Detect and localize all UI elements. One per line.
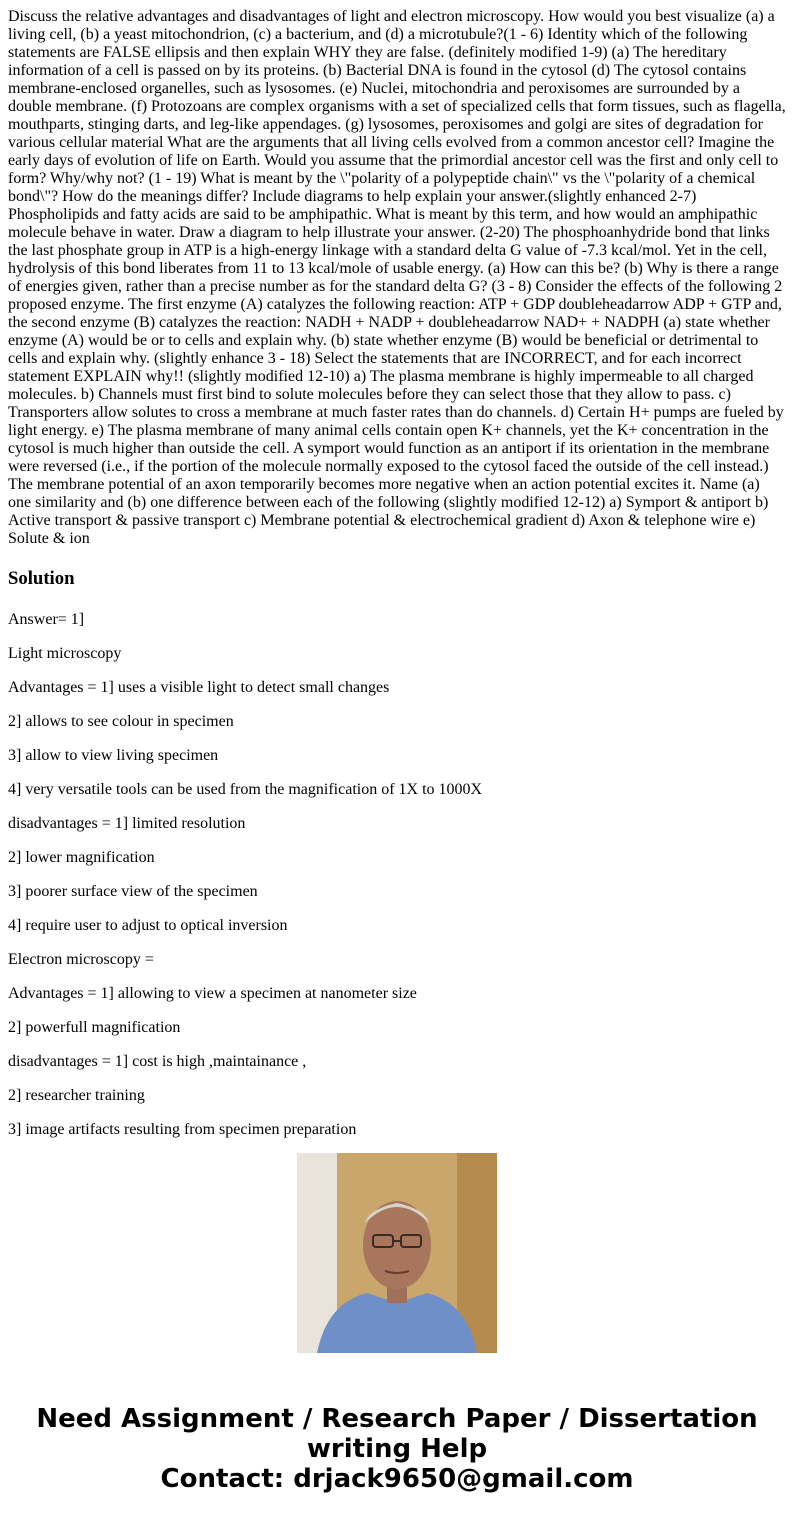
answer-line: 3] poorer surface view of the specimen [8, 883, 258, 900]
solution-heading: Solution [8, 568, 75, 589]
answer-line: 3] allow to view living specimen [8, 747, 219, 764]
answer-line: 2] lower magnification [8, 849, 155, 866]
answer-line: Advantages = 1] uses a visible light to detect small changes [8, 679, 390, 696]
promo-banner [0, 1404, 794, 1494]
answer-line: 2] researcher training [8, 1087, 145, 1104]
promo-line: Need Assignment / Research Paper / Dissertation [36, 1404, 758, 1434]
answer-line: 2] powerfull magnification [8, 1019, 181, 1036]
document-content [8, 0, 786, 1138]
answer-line: 4] very versatile tools can be used from the magnification of 1X to 1000X [8, 781, 483, 798]
answer-line: Electron microscopy = [8, 951, 154, 968]
author-portrait-image [297, 1153, 497, 1353]
answer-line: Light microscopy [8, 645, 122, 662]
answer-line: 2] allows to see colour in specimen [8, 713, 234, 730]
answer-line: Answer= 1] [8, 611, 85, 628]
author-avatar [297, 1153, 497, 1353]
answer-line: disadvantages = 1] limited resolution [8, 815, 246, 832]
question-text: Discuss the relative advantages and disadvantages of light and electron microscopy. How would you best visualize (a) a living cell, (b) a yeast mitochondrion, (c) a bacterium, and (d) a microtubule?(1 - 6) Identity which of the following statements are FALSE ellipsis and then explain WHY they are false. (definitely modified 1-9) (a) The hereditary information of a cell is passed on by its proteins. (b) Bacterial DNA is found in the cytosol (d) The cytosol contains membrane-enclosed organelles, such as lysosomes. (e) Nuclei, mitochondria and peroxisomes are surrounded by a double membrane. (f) Protozoans are complex organisms with a set of specialized cells that form tissues, such as flagella, mouthparts, stinging darts, and leg-like appendages. (g) lysosomes, peroxisomes and golgi are sites of degradation for various cellular material What are the arguments that all living cells evolved from a common ancestor cell? Imagine the early days of evolution of life on Earth. Would you assume that the primordial ancestor cell was the first and only cell to form? Why/why not? (1 - 19) What is meant by the \"polarity of a polypeptide chain\" vs the \"polarity of a chemical bond\"? How do the meanings differ? Include diagrams to help explain your answer.(slightly enhanced 2-7) Phospholipids and fatty acids are said to be amphipathic. What is meant by this term, and how would an amphipathic molecule behave in water. Draw a diagram to help illustrate your answer. (2-20) The phosphoanhydride bond that links the last phosphate group in ATP is a high-energy linkage with a standard delta G value of -7.3 kcal/mol. Yet in the cell, hydrolysis of this bond liberates from 11 to 13 kcal/mole of usable energy. (a) How can this be? (b) Why is there a range of energies given, rather than a precise number as for the standard delta G? (3 - 8) Consider the effects of the following 2 proposed enzyme. The first enzyme (A) catalyzes the following reaction: ATP + GDP doubleheadarrow ADP + GTP and, the second enzyme (B) catalyzes the reaction: NADH + NADP + doubleheadarrow NAD+ + NADPH (a) state whether enzyme (A) would be or to cells and explain why. (b) state whether enzyme (B) would be beneficial or detrimental to cells and explain why. (slightly enhance 3 - 18) Select the statements that are INCORRECT, and for each incorrect statement EXPLAIN why!! (slightly modified 12-10) a) The plasma membrane is highly impermeable to all charged molecules. b) Channels must first bind to solute molecules before they can select those that they allow to pass. c) Transporters allow solutes to cross a membrane at much faster rates than do channels. d) Certain H+ pumps are fueled by light energy. e) The plasma membrane of many animal cells contain open K+ channels, yet the K+ concentration in the cytosol is much higher than outside the cell. A symport would function as an antiport if its orientation in the membrane were reversed (i.e., if the portion of the molecule normally exposed to the cytosol faced the outside of the cell instead.) The membrane potential of an axon temporarily becomes more negative when an action potential excites it. Name (a) one similarity and (b) one difference between each of the following (slightly modified 12-12) a) Symport & antiport b) Active transport & passive transport c) Membrane potential & electrochemical gradient d) Axon & telephone wire e) Solute & ion [8, 8, 786, 547]
promo-contact: Contact: drjack9650@gmail.com [160, 1464, 634, 1494]
answer-line: disadvantages = 1] cost is high ,maintainance , [8, 1053, 307, 1070]
answer-line: 4] require user to adjust to optical inversion [8, 917, 288, 934]
answer-line: Advantages = 1] allowing to view a specimen at nanometer size [8, 985, 417, 1002]
answer-line: 3] image artifacts resulting from specimen preparation [8, 1121, 357, 1138]
promo-line: writing Help [306, 1434, 488, 1464]
